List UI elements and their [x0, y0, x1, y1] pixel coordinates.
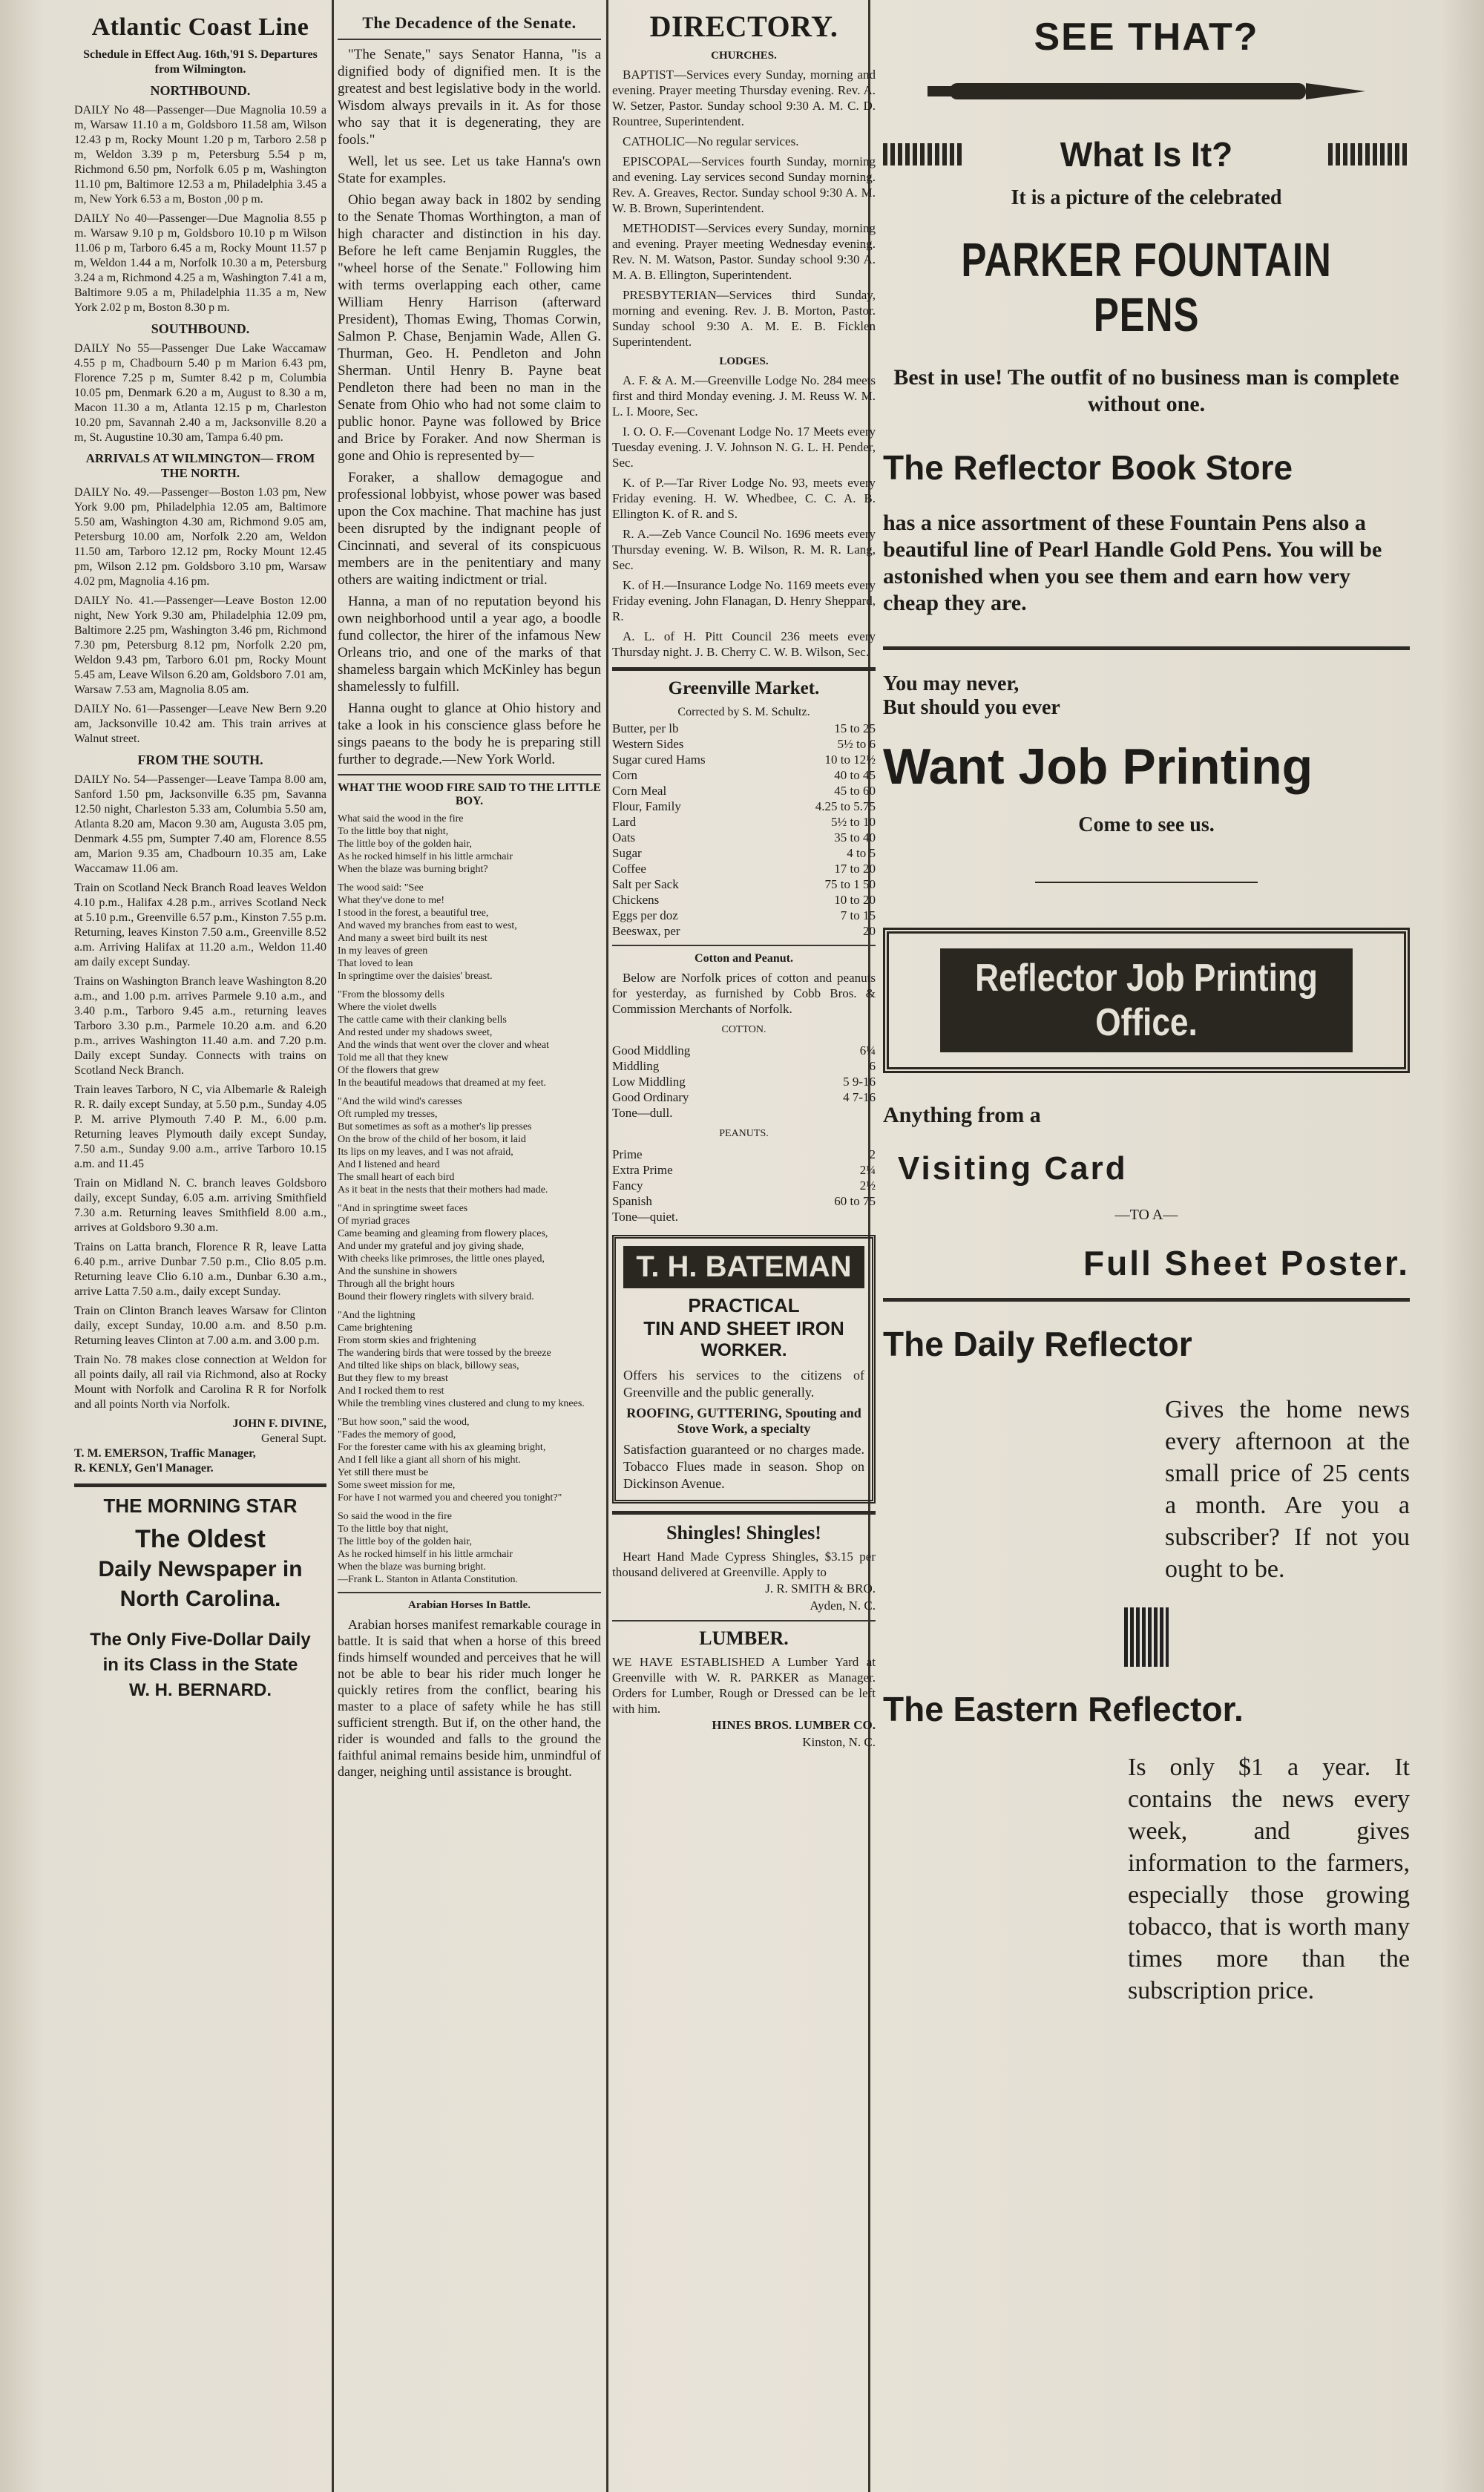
cotton-label: COTTON. [721, 1024, 766, 1035]
shingles-location: Ayden, N. C. [810, 1599, 876, 1613]
lodge-entry: A. F. & A. M.—Greenville Lodge No. 284 meets first and third Monday evening. J. M. Reuss W. M. L. I. Moore, Sec. [612, 373, 876, 419]
column-rule [606, 0, 608, 2492]
may-never-text: You may never, [883, 672, 1020, 695]
poem-stanza: "But how soon," said the wood, "Fades the memory of good, For the forester came with his ax gleaming bright, And I fell like a giant all shorn of his might. Yet still there must be Some sweet mission for me, For have I not warmed you and cheered you tonight?" [338, 1417, 562, 1504]
horses-body: Arabian horses manifest remarkable courage in battle. It is said that when a horse of this breed finds himself wounded and perceives that he will not be able to bear his rider much longer he quickly retires from the conflict, bearing his master to a place of safety while he has still sufficient strength. But if, on the other hand, the rider is wounded and falls to the ground the faithful animal remains beside him, unmindful of danger, neighing until assistance is brought. [338, 1617, 601, 1779]
anything-from-text: Anything from a [883, 1103, 1041, 1127]
row-value: 60 to 75 [834, 1194, 876, 1208]
poem-stanza: "And in springtime sweet faces Of myriad graces Came beaming and gleaming from flowery places, And under my grateful and joy giving shade, With cheeks like primroses, the little ones played, And the sunshine in showers Through all the bright hours Bound their flowery ringlets with silvery braid. [338, 1203, 548, 1302]
column-rule [332, 0, 334, 2492]
row-label: Western Sides [612, 737, 684, 751]
row-label: Fancy [612, 1178, 643, 1193]
row-label: Prime [612, 1147, 643, 1161]
morning-star-line: The Only Five-Dollar Daily [90, 1630, 311, 1650]
church-entry: EPISCOPAL—Services fourth Sunday, morning and evening. Lay services second Sunday morning. Rev. A. Greaves, Rector. Sunday school 9:30 A. M. W. B. Brown, Superintendent. [612, 154, 876, 215]
table-row [612, 830, 876, 845]
cotton-table [612, 1043, 876, 1121]
row-label: Low Middling [612, 1075, 686, 1089]
lumber-signature: HINES BROS. LUMBER CO. [712, 1718, 876, 1732]
table-row [612, 1105, 876, 1121]
should-you-text: But should you ever [883, 696, 1060, 719]
signature: T. M. EMERSON, Traffic Manager, [74, 1447, 256, 1460]
row-label: Sugar [612, 846, 642, 860]
row-label: Salt per Sack [612, 877, 679, 891]
shingles-signature: J. R. SMITH & BRO. [765, 1581, 876, 1596]
morning-star-line: Daily Newspaper in [98, 1557, 303, 1581]
table-row [612, 1209, 876, 1224]
schedule-entry: Trains on Latta branch, Florence R R, leave Latta 6.40 p.m., arrive Dunbar 7.50 p.m., Clio 8.05 p.m. Returning leave Clio 6.10 a.m., Dunbar 6.30 a.m., arrive Latta 7.50 a.m., daily except Sunday. [74, 1241, 326, 1298]
row-value: 4 7-16 [843, 1090, 876, 1104]
what-is-it-headline: What Is It? [1060, 135, 1233, 174]
to-a-text: —TO A— [1114, 1207, 1178, 1223]
church-entry: PRESBYTERIAN—Services third Sunday, morning and evening. Rev. J. B. Morton, Pastor. Sunday school 9:30 A. M. E. B. Ficklen Superintendent. [612, 288, 876, 349]
row-label: Sugar cured Hams [612, 752, 706, 767]
row-label: Beeswax, per [612, 924, 680, 938]
table-row [612, 1178, 876, 1193]
article-paragraph: Ohio began away back in 1802 by sending to the Senate Thomas Worthington, a man of high character and distinction in his day. Before he left came Benjamin Ruggles, the "wheel horse of the Senate." Following him with terms overlapping each other, came William Henry Harrison (afterward President), Thomas Ewing, Thomas Corwin, Salmon P. Chase, Benjamin Wade, Allen G. Thurman, Geo. H. Pendleton and John Sherman. Until Henry B. Payne beat Pendleton there had been no man in the Senate from Ohio who had not some claim to public honor. Payne was followed by Brice and Brice by Foraker. And now Sherman is gone and Ohio is represented by— [338, 192, 601, 464]
poem-stanza: "And the lightning Came brightening From storm skies and frightening The wandering birds that were tossed by the breeze And tilted like ships on black, billowy seas, But they flew to my breast And I rocked them to rest While the trembling vines clustered and clung to my knees. [338, 1310, 585, 1409]
schedule-entry: DAILY No. 54—Passenger—Leave Tampa 8.00 am, Sanford 1.50 pm, Jacksonville 6.35 pm, Savanna 12.50 night, Charleston 5.33 am, Columbia 5.50 am, Atlanta 8.20 am, Macon 9.30 am, Augusta 3.05 pm, Denmark 4.55 pm, Sumpter 7.40 am, Florence 8.55 am, Marion 9.35 am, Chadbourn 10.35 am, Lake Waccamaw 11.06 am. [74, 773, 326, 875]
table-row [612, 1147, 876, 1162]
bateman-body: Satisfaction guaranteed or no charges made. Tobacco Flues made in season. Shop on Dickinson Avenue. [623, 1442, 864, 1491]
schedule-entry: Train No. 78 makes close connection at Weldon for all points daily, all rail via Richmond, also at Rocky Mount with Norfolk and Carolina R R for Norfolk and all points North via Norfolk. [74, 1354, 326, 1411]
lumber-title: LUMBER. [699, 1627, 789, 1649]
directory-title: DIRECTORY. [649, 10, 838, 43]
article-paragraph: Hanna ought to glance at Ohio history and take a look in his conscience glass before he sings paeans to the body he is preparing still further to degrade.—New York World. [338, 701, 601, 767]
row-value: 40 to 45 [834, 768, 876, 782]
row-label: Chickens [612, 893, 660, 907]
row-label: Extra Prime [612, 1163, 673, 1177]
schedule-entry: DAILY No. 49.—Passenger—Boston 1.03 pm, New York 9.00 pm, Philadelphia 12.05 am, Baltimore 5.50 am, Washington 4.30 am, Richmond 9.05 am, Petersburg 10.00 am, Norfolk 2.20 am, Weldon 11.50 am, Tarboro 12.12 pm, Rocky Mount 12.45 pm, Wilson 2.12 pm. Goldsboro 3.10 pm, Warsaw 4.02 pm, Magnolia 4.16 pm. [74, 486, 326, 588]
row-value: 20 [863, 924, 876, 938]
table-row [612, 1162, 876, 1178]
row-value: 5½ to 10 [831, 815, 876, 829]
row-value: 2¼ [859, 1163, 876, 1177]
row-value: 2½ [859, 1178, 876, 1193]
table-row [612, 783, 876, 799]
schedule-entry: Train on Midland N. C. branch leaves Goldsboro daily, except Sunday, 6.05 a.m. arriving Smithfield 7.30 a.m. Returning leaves Smithfield 8.00 a.m., arrives at Goldsboro 9.30 a.m. [74, 1177, 326, 1234]
parker-headline: PARKER FOUNTAIN PENS [961, 233, 1332, 341]
poem-stanza: The wood said: "See What they've done to me! I stood in the forest, a beautiful tree, And waved my branches from east to west, And many a sweet bird built its nest In my leaves of green That loved to lean In springtime over the daisies' breast. [338, 882, 517, 982]
book-store-body: has a nice assortment of these Fountain Pens also a beautiful line of Pearl Handle Gold Pens. You will be astonished when you see them and earn how very cheap they are. [883, 511, 1382, 615]
table-row [612, 799, 876, 814]
row-value: 4.25 to 5.75 [815, 799, 876, 813]
best-in-use-text: Best in use! The outfit of no business man is complete without one. [893, 365, 1399, 416]
row-value: 4 to 5 [847, 846, 876, 860]
row-value: 5½ to 6 [837, 737, 876, 751]
morning-star-line: North Carolina. [119, 1587, 281, 1611]
row-label: Oats [612, 830, 636, 845]
cotton-intro: Below are Norfolk prices of cotton and peanuts for yesterday, as furnished by Cobb Bros. & Commission Merchants of Norfolk. [612, 971, 876, 1016]
signature: R. KENLY, Gen'l Manager. [74, 1462, 214, 1475]
row-label: Spanish [612, 1194, 652, 1208]
bateman-line: TIN AND SHEET IRON [643, 1317, 844, 1340]
morning-star-line: W. H. BERNARD. [129, 1680, 272, 1700]
eastern-reflector-body: Is only $1 a year. It contains the news every week, and gives information to the farmers, especially those growing tobacco, that is worth many times more than the subscription price. [1128, 1754, 1410, 2004]
row-label: Good Middling [612, 1043, 691, 1058]
table-row [612, 908, 876, 923]
shingles-title: Shingles! Shingles! [666, 1522, 821, 1544]
table-row [612, 1058, 876, 1074]
row-label: Corn Meal [612, 784, 667, 798]
job-office-title: Reflector Job Printing Office. [940, 948, 1353, 1052]
visiting-card-text: Visiting Card [898, 1150, 1128, 1187]
job-office-box [883, 928, 1410, 1073]
church-entry: CATHOLIC—No regular services. [623, 134, 799, 148]
come-see-text: Come to see us. [1078, 813, 1215, 836]
table-row [612, 721, 876, 736]
schedule-entry: DAILY No 55—Passenger Due Lake Waccamaw 4.55 p m, Chadbourn 5.40 p m Marion 6.43 pm, Florence 7.25 p m, Sumter 8.42 p m, Columbia 10.05 pm, Denmark 6.20 a m, August to 8.30 a m, Macon 11.30 a m, Atlanta 12.15 p m, Charleston 10.20 pm, Savannah 2.40 a m, Jacksonville 8.20 a m, St. Augustine 10.30 am, Tampa 6.40 pm. [74, 342, 326, 444]
row-value: 17 to 20 [834, 862, 876, 876]
picture-of-text: It is a picture of the celebrated [1011, 186, 1282, 209]
row-value: 35 to 40 [834, 830, 876, 845]
ornament-icon [883, 143, 965, 165]
arrivals-label: ARRIVALS AT WILMINGTON— FROM THE NORTH. [85, 451, 315, 480]
lumber-location: Kinston, N. C. [802, 1735, 876, 1749]
table-row [612, 1074, 876, 1089]
table-row [612, 1043, 876, 1058]
schedule-entry: DAILY No 40—Passenger—Due Magnolia 8.55 p m. Warsaw 9.10 p m, Goldsboro 10.10 p m Wilson 11.06 p m, Tarboro 6.45 a m, Rocky Mount 11.57 p m, Weldon 1.44 a m, Norfolk 10.30 a m, Petersburg 3.24 a m, Richmond 4.25 a m, Washington 7.41 a m, Baltimore 9.05 a m, Philadelphia 11.35 a m, New York 2.02 p m, Boston 8.30 p m. [74, 212, 326, 314]
market-title: Greenville Market. [668, 678, 820, 698]
row-label: Middling [612, 1059, 660, 1073]
book-store-headline: The Reflector Book Store [883, 448, 1293, 487]
row-label: Eggs per doz [612, 908, 678, 922]
ornament-icon [1328, 143, 1410, 165]
row-label: Corn [612, 768, 637, 782]
poster-text: Full Sheet Poster. [1083, 1244, 1410, 1282]
fountain-pen-icon [883, 59, 1410, 126]
from-south-label: FROM THE SOUTH. [137, 752, 263, 767]
table-row [612, 923, 876, 939]
row-label: Tone—quiet. [612, 1210, 678, 1224]
row-value: 2 [869, 1147, 876, 1161]
row-value: 75 to 1 50 [824, 877, 876, 891]
column-directory [612, 0, 876, 1751]
row-value: 10 to 12½ [824, 752, 876, 767]
lodge-entry: R. A.—Zeb Vance Council No. 1696 meets every Thursday evening. W. B. Wilson, R. M. R. Lang, Sec. [612, 527, 876, 572]
morning-star-line: in its Class in the State [102, 1655, 298, 1675]
row-label: Tone—dull. [612, 1106, 673, 1120]
northbound-label: NORTHBOUND. [150, 83, 251, 98]
lodge-entry: K. of P.—Tar River Lodge No. 93, meets every Friday evening. H. W. Whedbee, C. C. A. B. Ellington K. of R. and S. [612, 476, 876, 521]
morning-star-title: THE MORNING STAR [103, 1495, 298, 1517]
lodge-entry: I. O. O. F.—Covenant Lodge No. 17 Meets every Tuesday evening. J. V. Johnson N. G. L. H. Pender, Sec. [612, 424, 876, 470]
schedule-entry: DAILY No 48—Passenger—Due Magnolia 10.59 a m, Warsaw 11.10 a m, Goldsboro 11.58 am, Wilson 12.43 p m, Rocky Mount 1.20 p m, Tarboro 2.58 p m, Weldon 3.39 p m, Petersburg 5.54 p m, Richmond 6.50 pm, Norfolk 6.05 p m, Washington 11.10 pm, Baltimore 12.53 a m, Philadelphia 3.45 a m, New York 6.53 a m, Boston ,00 p m. [74, 104, 326, 206]
table-row [612, 845, 876, 861]
column-senate [338, 0, 601, 1780]
row-label: Coffee [612, 862, 646, 876]
row-label: Lard [612, 815, 637, 829]
peanut-table [612, 1147, 876, 1224]
morning-star-line: The Oldest [135, 1525, 266, 1553]
row-label: Flour, Family [612, 799, 681, 813]
ornament-icon [1124, 1607, 1169, 1667]
churches-label: CHURCHES. [711, 50, 777, 62]
bateman-line: PRACTICAL [688, 1294, 800, 1317]
poem-stanza: "From the blossomy dells Where the violet dwells The cattle came with their clanking bells And rested under my shadows sweet, And the winds that went over the clover and wheat Told me all that they knew Of the flowers that grew In the beautiful meadows that dreamed at my feet. [338, 989, 549, 1089]
bateman-body: ROOFING, GUTTERING, Spouting and Stove Work, a specialty [626, 1406, 861, 1436]
row-value: 10 to 20 [834, 893, 876, 907]
table-row [612, 1193, 876, 1209]
row-label: Butter, per lb [612, 721, 679, 735]
eastern-reflector-headline: The Eastern Reflector. [883, 1690, 1244, 1728]
poem-title: WHAT THE WOOD FIRE SAID TO THE LITTLE BOY. [338, 781, 601, 807]
signature: JOHN F. DIVINE, [232, 1417, 326, 1430]
row-value: 6¼ [859, 1043, 876, 1058]
schedule-entry: DAILY No. 61—Passenger—Leave New Bern 9.20 am, Jacksonville 10.42 am. This train arrives at Walnut street. [74, 703, 326, 745]
column-railroad [74, 0, 326, 1703]
schedule-note: Schedule in Effect Aug. 16th,'91 S. Departures from Wilmington. [83, 48, 318, 76]
lodge-entry: A. L. of H. Pitt Council 236 meets every Thursday night. J. B. Cherry C. W. B. Wilson, Sec. [612, 629, 876, 659]
row-value: 15 to 25 [834, 721, 876, 735]
table-row [612, 752, 876, 767]
row-value: 7 to 15 [840, 908, 876, 922]
article-paragraph: Well, let us see. Let us take Hanna's own State for examples. [338, 154, 601, 186]
daily-reflector-headline: The Daily Reflector [883, 1325, 1192, 1363]
church-entry: METHODIST—Services every Sunday, morning and evening. Prayer meeting Wednesday evening. Rev. N. M. Watson, Pastor. Sunday school 9:30 A. M. A. B. Ellington, Superintendent. [612, 221, 876, 282]
schedule-entry: Train leaves Tarboro, N C, via Albemarle & Raleigh R. R. daily except Sunday, at 5.50 p.m., Sunday 4.05 P. M. arrive Plymouth 7.40 P. M., 6.00 p.m. Returning leaves Plymouth daily except Sunday, 7.50 a.m., Sunday 9.00 a.m., arrive Tarboro 10.15 a.m. and 11.45 [74, 1083, 326, 1170]
daily-reflector-body: Gives the home news every afternoon at the small price of 25 cents a month. Are you a subscriber? If not you ought to be. [1165, 1396, 1410, 1583]
bateman-line: WORKER. [700, 1340, 787, 1360]
schedule-entry: Trains on Washington Branch leave Washington 8.20 a.m., and 1.00 p.m. arrives Parmele 9.10 a.m., and 3.40 p.m., Tarboro 9.45 a.m., returning leaves Tarboro 3.30 p.m., Parmele 10.20 a.m. and 6.20 p.m., arrives Washington 11.40 a.m. and 7.20 p.m. Daily except Sunday. Connects with trains on Scotland Neck Branch. [74, 975, 326, 1077]
table-row [612, 1089, 876, 1105]
signature: General Supt. [261, 1432, 326, 1445]
table-row [612, 876, 876, 892]
schedule-entry: DAILY No. 41.—Passenger—Leave Boston 12.00 night, New York 9.30 am, Philadelphia 12.09 pm, Baltimore 2.25 pm, Washington 3.46 pm, Richmond 7.30 pm, Petersburg 8.12 pm, Norfolk 2.20 pm, Weldon 9.43 pm, Tarboro 6.01 pm, Rocky Mount 5.45 am, Leave Wilson 6.20 am, Goldsboro 7.01 am, Warsaw 7.53 am, Magnolia 8.05 am. [74, 594, 326, 696]
schedule-entry: Train on Scotland Neck Branch Road leaves Weldon 4.10 p.m., Halifax 4.28 p.m., arrives Scotland Neck at 5.10 p.m., Greenville 6.57 p.m., Kinston 7.55 p.m. Returning, leaves Kinston 7.50 a.m., Greenville 8.52 a.m. Arriving Halifax at 11.20 a.m., Weldon 11.40 am daily except Sunday. [74, 882, 326, 968]
divider [1035, 882, 1258, 883]
market-table [612, 721, 876, 939]
shingles-body: Heart Hand Made Cypress Shingles, $3.15 per thousand delivered at Greenville. Apply to [612, 1550, 876, 1579]
church-entry: BAPTIST—Services every Sunday, morning and evening. Prayer meeting Thursday evening. Rev. A. W. Setzer, Pastor. Sunday school 9:30 A. M. C. D. Rountree, Superintendent. [612, 68, 876, 128]
article-paragraph: Hanna, a man of no reputation beyond his own neighborhood until a year ago, a boodle fund collector, the hirer of the infamous New Orleans trio, and one of the marks of that shameless bargain which McKinley has begun shamelessly to fulfill. [338, 594, 601, 695]
bateman-advertisement [612, 1235, 876, 1504]
poem-stanza: What said the wood in the fire To the little boy that night, The little boy of the golden hair, As he rocked himself in his little armchair When the blaze was burning bright? [338, 813, 513, 875]
lumber-body: WE HAVE ESTABLISHED A Lumber Yard at Greenville with W. R. PARKER as Manager. Orders for Lumber, Rough or Dressed can be left with him. [612, 1655, 876, 1716]
row-value: 5 9-16 [843, 1075, 876, 1089]
table-row [612, 736, 876, 752]
row-value: 45 to 60 [834, 784, 876, 798]
lodge-entry: K. of H.—Insurance Lodge No. 1169 meets every Friday evening. John Flanagan, D. Henry Sheppard, R. [612, 578, 876, 623]
article-paragraph: Foraker, a shallow demagogue and professional lobbyist, whose power was based upon the Cox machine. That machine has just been disrupted by the indignant people of Cincinnati, and several of its conspicuous members are in the penitentiary and many others are waiting indictment or trial. [338, 470, 601, 588]
senate-title: The Decadence of the Senate. [362, 13, 577, 32]
want-job-printing-headline: Want Job Printing [883, 738, 1313, 795]
see-that-headline: SEE THAT? [1034, 16, 1259, 59]
railroad-title: Atlantic Coast Line [91, 13, 309, 41]
table-row [612, 861, 876, 876]
lodges-label: LODGES. [719, 355, 769, 367]
southbound-label: SOUTHBOUND. [151, 321, 250, 336]
row-value: 6 [869, 1059, 876, 1073]
bateman-name: T. H. BATEMAN [623, 1246, 864, 1288]
table-row [612, 892, 876, 908]
peanut-label: PEANUTS. [719, 1128, 769, 1139]
table-row [612, 767, 876, 783]
market-subtitle: Corrected by S. M. Schultz. [677, 706, 810, 718]
article-paragraph: "The Senate," says Senator Hanna, "is a dignified body of dignified men. It is the greatest and best legislative body in the world. Wisdom always prevails in it. As for those who say that it is degenerating, they are fools." [338, 47, 601, 148]
horses-title: Arabian Horses In Battle. [408, 1599, 531, 1611]
cotton-title: Cotton and Peanut. [695, 952, 793, 965]
poem-stanza: So said the wood in the fire To the little boy that night, The little boy of the golden hair, As he rocked himself in his little armchair When the blaze was burning bright. —Frank L. Stanton in Atlanta Constitution. [338, 1511, 519, 1585]
schedule-entry: Train on Clinton Branch leaves Warsaw for Clinton daily, except Sunday, 10.00 a.m. and 8.50 p.m. Returning leaves Clinton at 7.00 a.m. and 3.00 p.m. [74, 1305, 326, 1347]
row-label: Good Ordinary [612, 1090, 689, 1104]
poem-stanza: "And the wild wind's caresses Oft rumpled my tresses, But sometimes as soft as a mother's lip presses On the brow of the child of her bosom, it laid Its lips on my leaves, and I was not afraid, And I listened and heard The small heart of each bird As it beat in the nests that their mothers had made. [338, 1096, 548, 1196]
column-advertisements [883, 0, 1410, 2007]
table-row [612, 814, 876, 830]
bateman-body: Offers his services to the citizens of Greenville and the public generally. [623, 1368, 864, 1400]
